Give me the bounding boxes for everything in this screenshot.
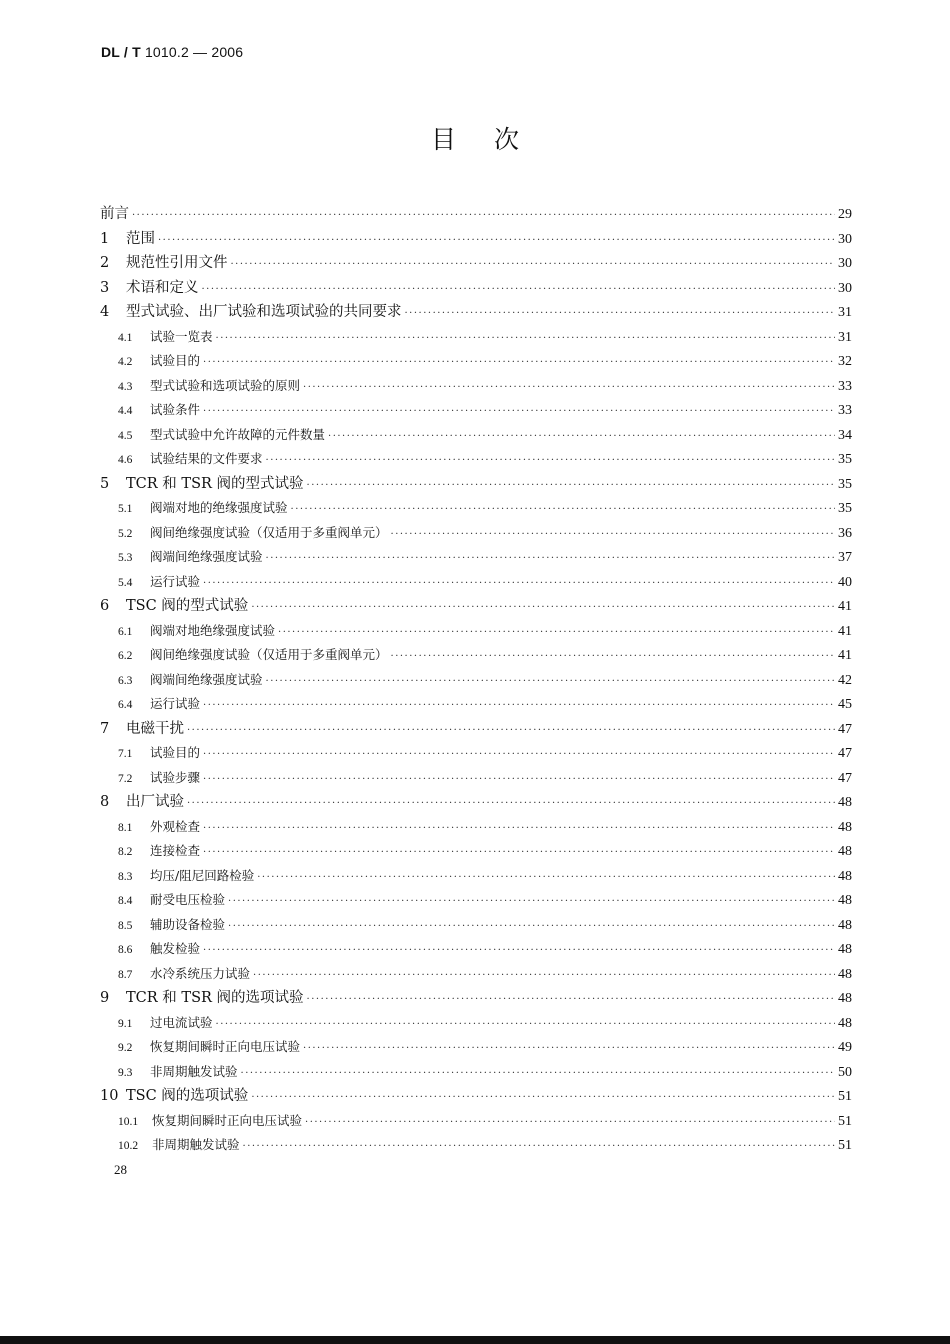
toc-entry-number: 5.2 bbox=[118, 527, 133, 540]
toc-entry-number: 4.3 bbox=[118, 380, 133, 393]
toc-entry-number: 8.6 bbox=[118, 944, 133, 956]
toc-entry-label: 试验目的 bbox=[150, 353, 201, 368]
toc-dot-leader bbox=[253, 964, 835, 989]
toc-entry-label: 阀间绝缘强度试验（仅适用于多重阀单元） bbox=[150, 647, 388, 662]
toc-dot-leader bbox=[391, 523, 835, 548]
toc-dot-leader bbox=[216, 1013, 835, 1038]
toc-dot-leader bbox=[405, 302, 836, 327]
toc-entry[interactable] bbox=[100, 447, 852, 472]
toc-entry-page: 30 bbox=[838, 280, 852, 296]
toc-entry[interactable] bbox=[100, 790, 852, 815]
toc-entry-page: 47 bbox=[838, 721, 852, 737]
table-of-contents bbox=[100, 202, 852, 1158]
toc-entry-label: 恢复期间瞬时正向电压试验 bbox=[150, 1039, 301, 1054]
toc-entry-number: 4 bbox=[100, 304, 110, 320]
toc-dot-leader bbox=[228, 915, 835, 940]
toc-entry-page: 48 bbox=[838, 819, 852, 835]
toc-entry-page: 48 bbox=[838, 917, 852, 933]
toc-dot-leader bbox=[203, 351, 835, 376]
toc-entry-label: 出厂试验 bbox=[126, 794, 184, 810]
toc-entry-label: 规范性引用文件 bbox=[126, 255, 228, 271]
toc-entry-page: 41 bbox=[838, 648, 852, 663]
toc-entry[interactable] bbox=[100, 864, 852, 889]
toc-entry-number: 5.1 bbox=[118, 503, 133, 515]
toc-entry-page: 48 bbox=[838, 893, 852, 908]
toc-entry-number: 10.2 bbox=[118, 1140, 139, 1152]
toc-dot-leader bbox=[243, 1135, 835, 1160]
toc-entry-label: 阀端对地的绝缘强度试验 bbox=[150, 500, 288, 515]
toc-entry-label: 试验步骤 bbox=[150, 769, 201, 785]
toc-entry-label: 阀端间绝缘强度试验 bbox=[150, 549, 263, 564]
toc-dot-leader bbox=[203, 768, 835, 793]
toc-dot-leader bbox=[203, 817, 835, 842]
document-code-prefix: DL / T bbox=[101, 44, 141, 60]
toc-entry-page: 35 bbox=[838, 501, 852, 516]
toc-entry-number: 5 bbox=[100, 475, 110, 492]
toc-dot-leader bbox=[328, 425, 835, 450]
toc-entry-number: 3 bbox=[100, 279, 110, 296]
toc-entry-number: 6.2 bbox=[118, 650, 133, 662]
toc-entry-number: 7 bbox=[100, 720, 110, 737]
toc-entry-number: 2 bbox=[100, 255, 110, 271]
toc-entry[interactable] bbox=[100, 766, 852, 791]
toc-entry-page: 48 bbox=[838, 795, 852, 810]
toc-entry-number: 8.4 bbox=[118, 895, 133, 907]
toc-entry-label: 试验条件 bbox=[150, 402, 201, 417]
toc-entry[interactable] bbox=[100, 643, 852, 668]
toc-entry-label: 耐受电压检验 bbox=[150, 892, 226, 907]
toc-entry-number: 6.4 bbox=[118, 699, 133, 711]
toc-entry-page: 50 bbox=[838, 1064, 852, 1080]
bottom-edge-bar bbox=[0, 1336, 950, 1344]
toc-entry-page: 40 bbox=[838, 574, 852, 590]
toc-entry[interactable] bbox=[100, 202, 852, 227]
toc-entry-number: 1 bbox=[100, 230, 110, 247]
toc-entry-page: 41 bbox=[838, 599, 852, 614]
toc-entry-number: 8.2 bbox=[118, 846, 133, 858]
toc-entry[interactable] bbox=[100, 472, 852, 497]
toc-dot-leader bbox=[231, 253, 836, 278]
toc-entry-page: 49 bbox=[838, 1040, 852, 1055]
toc-entry[interactable] bbox=[100, 570, 852, 595]
toc-entry[interactable] bbox=[100, 986, 852, 1011]
toc-dot-leader bbox=[187, 719, 835, 744]
toc-dot-leader bbox=[303, 376, 835, 401]
toc-dot-leader bbox=[228, 890, 835, 915]
toc-entry-page: 35 bbox=[838, 452, 852, 467]
toc-dot-leader bbox=[266, 449, 835, 474]
toc-entry[interactable] bbox=[100, 594, 852, 619]
toc-entry-label: 辅助设备检验 bbox=[150, 916, 226, 932]
toc-entry-page: 34 bbox=[838, 427, 852, 443]
toc-entry[interactable] bbox=[100, 276, 852, 301]
toc-entry[interactable] bbox=[100, 325, 852, 350]
toc-entry-number: 9.2 bbox=[118, 1042, 133, 1054]
toc-entry-label: 型式试验中允许故障的元件数量 bbox=[150, 426, 326, 442]
toc-entry-label: 运行试验 bbox=[150, 573, 201, 589]
toc-entry-number: 9.1 bbox=[118, 1017, 133, 1030]
toc-entry-page: 47 bbox=[838, 770, 852, 786]
toc-entry-number: 4.6 bbox=[118, 454, 133, 466]
toc-entry-page: 48 bbox=[838, 942, 852, 957]
toc-entry-label: TCR 和 TSR 阀的选项试验 bbox=[126, 990, 304, 1006]
toc-entry-page: 36 bbox=[838, 525, 852, 541]
toc-entry-page: 48 bbox=[838, 868, 852, 884]
toc-entry-label: 触发检验 bbox=[150, 941, 201, 956]
toc-entry-number: 8.7 bbox=[118, 968, 133, 981]
toc-dot-leader bbox=[278, 621, 835, 646]
toc-dot-leader bbox=[307, 474, 835, 499]
toc-entry-label: 试验结果的文件要求 bbox=[150, 451, 263, 466]
toc-entry-page: 41 bbox=[838, 623, 852, 639]
toc-dot-leader bbox=[203, 841, 835, 866]
toc-entry-page: 51 bbox=[838, 1113, 852, 1129]
toc-entry-page: 29 bbox=[838, 207, 852, 222]
toc-entry-page: 32 bbox=[838, 354, 852, 369]
toc-entry-page: 51 bbox=[838, 1089, 852, 1104]
toc-dot-leader bbox=[266, 547, 835, 572]
toc-entry-label: 型式试验、出厂试验和选项试验的共同要求 bbox=[126, 304, 402, 320]
toc-dot-leader bbox=[257, 866, 835, 891]
toc-dot-leader bbox=[203, 939, 835, 964]
toc-entry-label: TCR 和 TSR 阀的型式试验 bbox=[126, 475, 304, 492]
toc-dot-leader bbox=[305, 1111, 835, 1136]
toc-entry[interactable] bbox=[100, 937, 852, 962]
toc-entry-page: 42 bbox=[838, 672, 852, 688]
toc-entry-number: 4.1 bbox=[118, 331, 133, 344]
toc-entry[interactable] bbox=[100, 300, 852, 325]
toc-entry-number: 8 bbox=[100, 794, 110, 810]
toc-entry[interactable] bbox=[100, 398, 852, 423]
toc-entry-number: 4.5 bbox=[118, 429, 133, 442]
toc-entry[interactable] bbox=[100, 1060, 852, 1085]
toc-entry-page: 35 bbox=[838, 476, 852, 492]
toc-entry-number: 6 bbox=[100, 598, 110, 614]
toc-dot-leader bbox=[291, 498, 835, 523]
toc-entry-page: 31 bbox=[838, 305, 852, 320]
toc-entry-page: 51 bbox=[838, 1138, 852, 1153]
toc-entry-page: 48 bbox=[838, 966, 852, 982]
toc-entry-number: 5.3 bbox=[118, 552, 133, 564]
toc-entry-number: 9 bbox=[100, 990, 110, 1006]
toc-entry-page: 45 bbox=[838, 697, 852, 712]
toc-entry[interactable] bbox=[100, 1011, 852, 1036]
toc-entry-number: 4.4 bbox=[118, 405, 133, 417]
toc-dot-leader bbox=[251, 1086, 835, 1111]
toc-entry-label: 运行试验 bbox=[150, 696, 201, 711]
toc-dot-leader bbox=[132, 204, 835, 229]
document-code bbox=[101, 44, 243, 60]
toc-entry-label: 术语和定义 bbox=[126, 279, 199, 296]
toc-dot-leader bbox=[391, 645, 835, 670]
toc-entry-number: 7.1 bbox=[118, 748, 133, 760]
toc-entry[interactable] bbox=[100, 962, 852, 987]
toc-entry[interactable] bbox=[100, 1133, 852, 1158]
toc-dot-leader bbox=[216, 327, 835, 352]
toc-entry-label: 水冷系统压力试验 bbox=[150, 965, 251, 981]
toc-entry-number: 6.1 bbox=[118, 625, 133, 638]
toc-entry[interactable] bbox=[100, 741, 852, 766]
toc-entry-label: 恢复期间瞬时正向电压试验 bbox=[152, 1112, 303, 1128]
toc-entry-label: 均压/阻尼回路检验 bbox=[150, 867, 255, 883]
toc-entry[interactable] bbox=[100, 913, 852, 938]
toc-entry-label: 连接检查 bbox=[150, 843, 201, 858]
toc-entry-page: 48 bbox=[838, 991, 852, 1006]
toc-entry[interactable] bbox=[100, 668, 852, 693]
toc-entry[interactable] bbox=[100, 1109, 852, 1134]
toc-entry-label: 非周期触发试验 bbox=[150, 1063, 238, 1079]
toc-entry[interactable] bbox=[100, 521, 852, 546]
toc-dot-leader bbox=[266, 670, 835, 695]
toc-entry-label: 范围 bbox=[126, 230, 155, 247]
toc-dot-leader bbox=[203, 400, 835, 425]
toc-dot-leader bbox=[203, 572, 835, 597]
toc-entry[interactable] bbox=[100, 374, 852, 399]
toc-entry-label: 阀间绝缘强度试验（仅适用于多重阀单元） bbox=[150, 524, 388, 540]
toc-entry[interactable] bbox=[100, 717, 852, 742]
toc-entry[interactable] bbox=[100, 1084, 852, 1109]
toc-entry-label: 阀端对地绝缘强度试验 bbox=[150, 622, 276, 638]
toc-entry[interactable] bbox=[100, 815, 852, 840]
toc-entry[interactable] bbox=[100, 227, 852, 252]
toc-entry-label: 非周期触发试验 bbox=[152, 1137, 240, 1152]
toc-entry-label: 前言 bbox=[100, 206, 129, 222]
toc-dot-leader bbox=[203, 743, 835, 768]
toc-dot-leader bbox=[202, 278, 836, 303]
toc-entry-number: 10.1 bbox=[118, 1115, 139, 1128]
toc-entry[interactable] bbox=[100, 496, 852, 521]
toc-entry-page: 30 bbox=[838, 256, 852, 271]
toc-entry-label: TSC 阀的型式试验 bbox=[126, 598, 249, 614]
toc-entry-label: 过电流试验 bbox=[150, 1014, 213, 1030]
toc-dot-leader bbox=[241, 1062, 835, 1087]
toc-entry-page: 48 bbox=[838, 1015, 852, 1031]
toc-entry-number: 5.4 bbox=[118, 576, 133, 589]
toc-entry-label: 阀端间绝缘强度试验 bbox=[150, 671, 263, 687]
toc-entry-label: TSC 阀的选项试验 bbox=[126, 1088, 249, 1104]
toc-entry-page: 47 bbox=[838, 746, 852, 761]
toc-title: 目次 bbox=[430, 125, 557, 154]
toc-entry[interactable] bbox=[100, 349, 852, 374]
toc-entry-label: 试验一览表 bbox=[150, 328, 213, 344]
toc-entry-page: 37 bbox=[838, 550, 852, 565]
toc-entry[interactable] bbox=[100, 1035, 852, 1060]
toc-dot-leader bbox=[307, 988, 835, 1013]
toc-entry[interactable] bbox=[100, 888, 852, 913]
toc-entry-page: 31 bbox=[838, 329, 852, 345]
toc-entry[interactable] bbox=[100, 839, 852, 864]
toc-dot-leader bbox=[303, 1037, 835, 1062]
toc-entry[interactable] bbox=[100, 423, 852, 448]
toc-entry-label: 电磁干扰 bbox=[126, 720, 184, 737]
toc-entry-number: 8.3 bbox=[118, 870, 133, 883]
toc-entry-page: 30 bbox=[838, 231, 852, 247]
toc-entry-label: 试验目的 bbox=[150, 745, 201, 760]
document-code-number: 1010.2 — 2006 bbox=[144, 44, 244, 60]
toc-dot-leader bbox=[251, 596, 835, 621]
toc-entry-page: 48 bbox=[838, 844, 852, 859]
toc-entry-number: 6.3 bbox=[118, 674, 133, 687]
toc-dot-leader bbox=[187, 792, 835, 817]
toc-entry-page: 33 bbox=[838, 378, 852, 394]
toc-entry-number: 9.3 bbox=[118, 1066, 133, 1079]
toc-dot-leader bbox=[158, 229, 835, 254]
toc-entry[interactable] bbox=[100, 251, 852, 276]
toc-entry-label: 外观检查 bbox=[150, 818, 201, 834]
toc-entry-page: 33 bbox=[838, 403, 852, 418]
toc-entry-number: 10 bbox=[100, 1088, 119, 1104]
toc-entry[interactable] bbox=[100, 692, 852, 717]
toc-entry-label: 型式试验和选项试验的原则 bbox=[150, 377, 301, 393]
toc-entry-number: 8.5 bbox=[118, 919, 133, 932]
toc-entry[interactable] bbox=[100, 545, 852, 570]
page-number: 28 bbox=[114, 1162, 127, 1177]
toc-dot-leader bbox=[203, 694, 835, 719]
toc-entry-number: 7.2 bbox=[118, 772, 133, 785]
toc-entry-number: 8.1 bbox=[118, 821, 133, 834]
toc-entry[interactable] bbox=[100, 619, 852, 644]
toc-entry-number: 4.2 bbox=[118, 356, 133, 368]
